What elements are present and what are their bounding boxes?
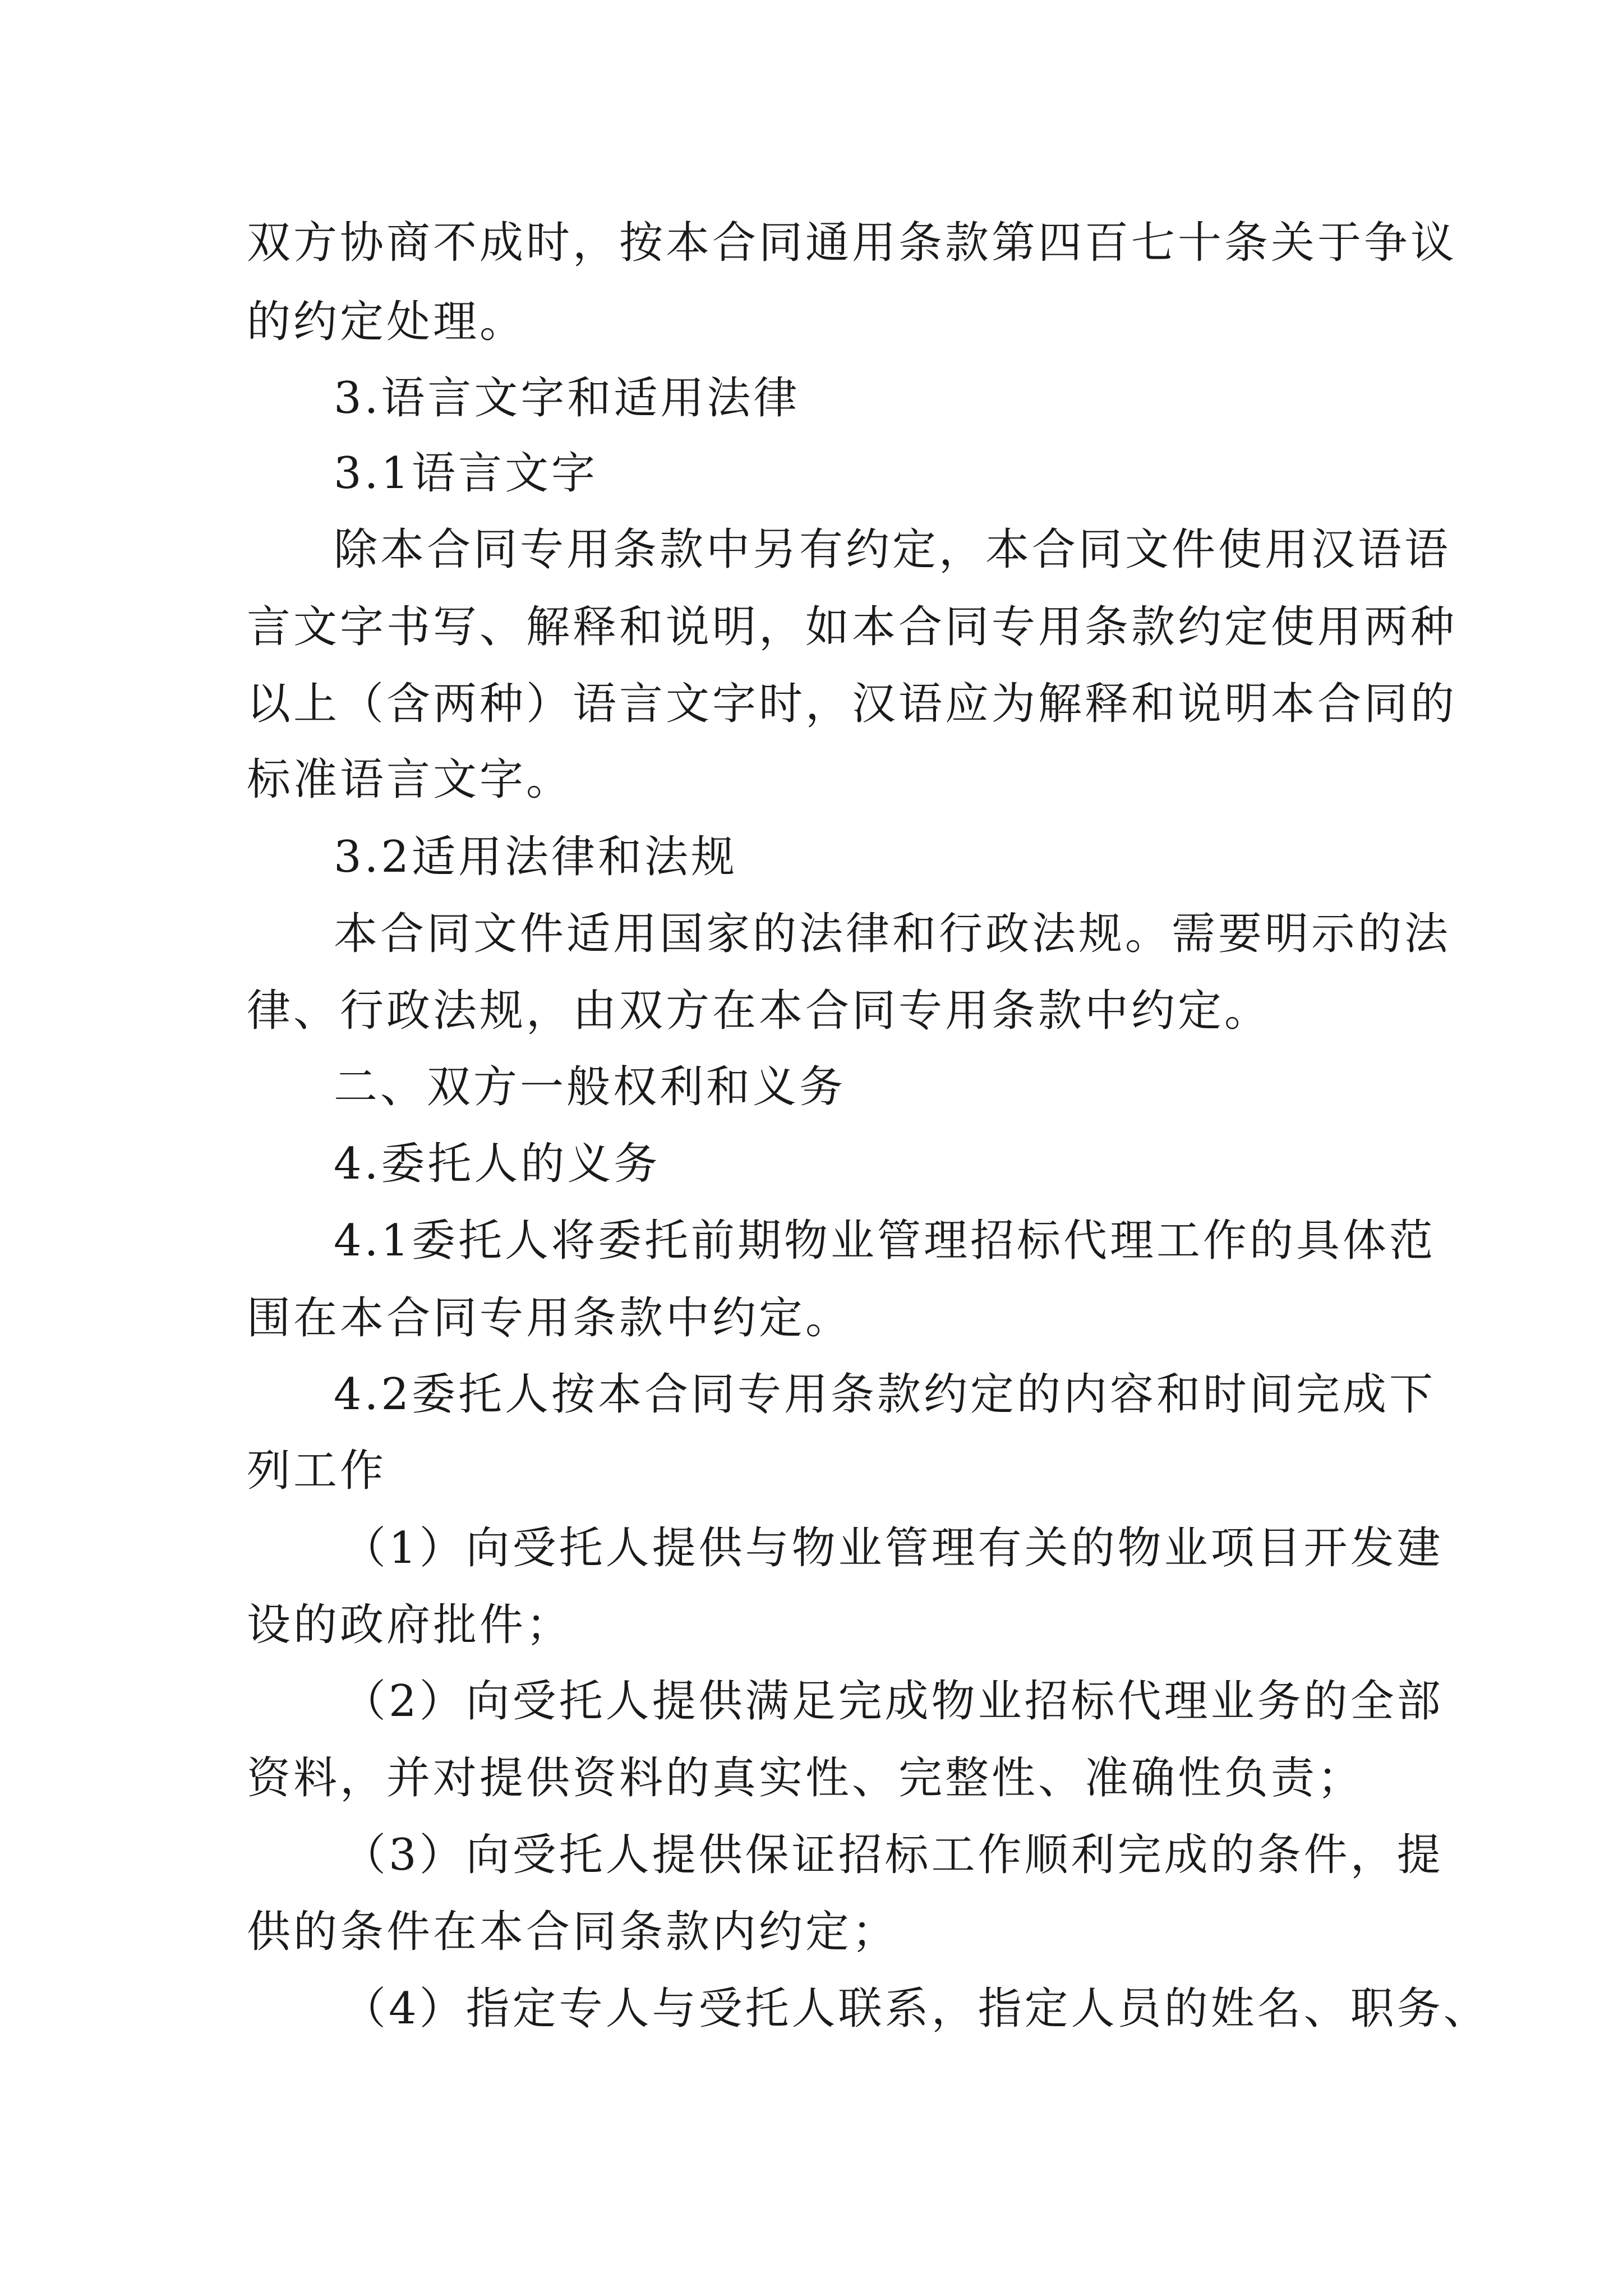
text-line: 的约定处理。 [247,297,527,347]
text-line: 4.1委托人将委托前期物业管理招标代理工作的具体范 [334,1216,1436,1266]
text-line: 除本合同专用条款中另有约定，本合同文件使用汉语语 [334,524,1451,575]
text-line: 4.2委托人按本合同专用条款约定的内容和时间完成下 [334,1369,1436,1420]
list-item: （3）向受托人提供保证招标工作顺利完成的条件，提 [342,1830,1444,1880]
list-item: （4）指定专人与受托人联系，指定人员的姓名、职务、 [342,1984,1490,2034]
text-line: 供的条件在本合同条款内约定； [247,1907,899,1957]
text-line: 律、行政法规，由双方在本合同专用条款中约定。 [247,986,1271,1036]
text-line: 列工作 [247,1446,387,1496]
chapter-heading: 二、双方一般权利和义务 [334,1062,846,1112]
text-line: 资料，并对提供资料的真实性、完整性、准确性负责； [247,1753,1364,1803]
list-item: （2）向受托人提供满足完成物业招标代理业务的全部 [342,1676,1444,1727]
text-line: 双方协商不成时，按本合同通用条款第四百七十条关于争议 [247,218,1458,268]
text-line: 标准语言文字。 [247,754,573,805]
text-line: 以上（含两种）语言文字时，汉语应为解释和说明本合同的 [247,679,1458,729]
text-line: 言文字书写、解释和说明，如本合同专用条款约定使用两种 [247,602,1458,652]
text-line: 围在本合同专用条款中约定。 [247,1293,852,1343]
text-line: 设的政府批件； [247,1600,573,1650]
section-heading: 4.委托人的义务 [334,1139,661,1189]
subsection-heading: 3.1语言文字 [334,448,598,499]
subsection-heading: 3.2适用法律和法规 [334,832,738,882]
list-item: （1）向受托人提供与物业管理有关的物业项目开发建 [342,1523,1444,1573]
text-line: 本合同文件适用国家的法律和行政法规。需要明示的法 [334,909,1451,959]
section-heading: 3.语言文字和适用法律 [334,373,800,424]
